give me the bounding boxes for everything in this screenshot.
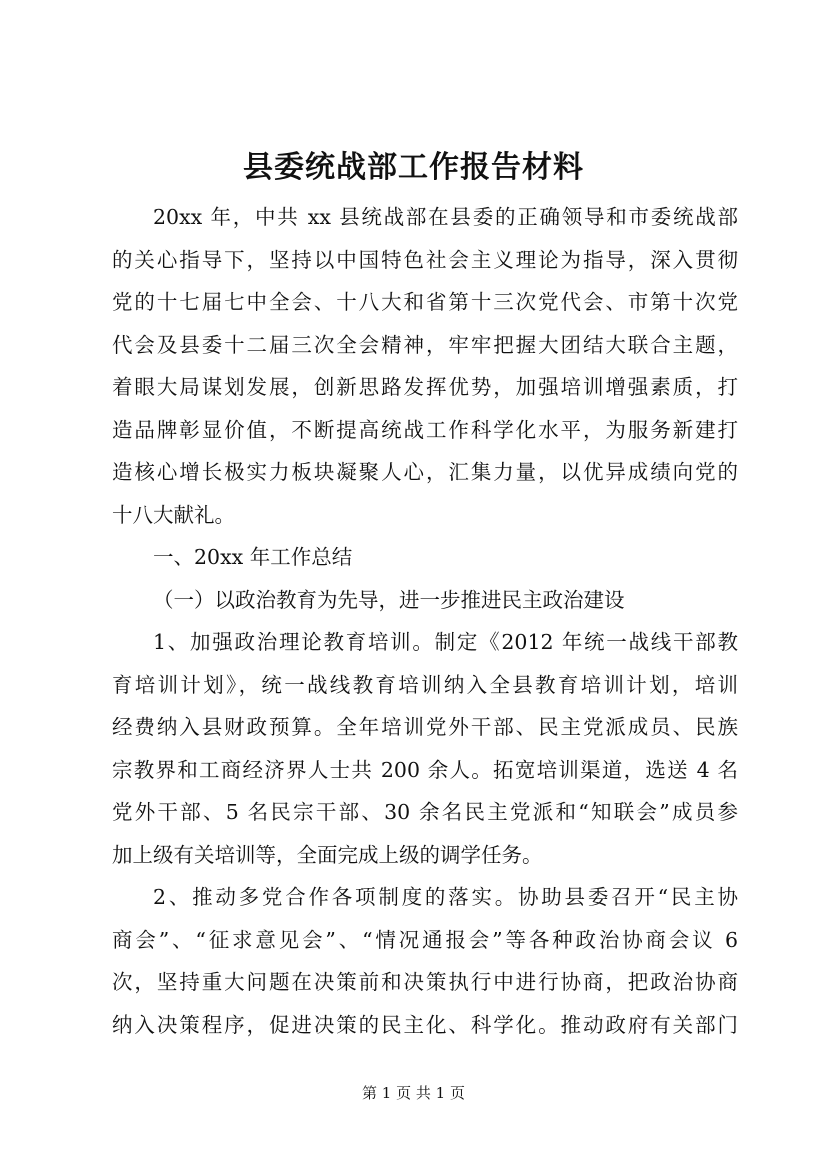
text-line: 商会”、“征求意见会”、“情况通报会”等各种政治协商会议 6 (112, 927, 738, 952)
text-line: 20xx 年，中共 xx 县统战部在县委的正确领导和市委统战部 (153, 205, 738, 229)
paragraph (112, 876, 738, 1046)
subsection-heading (112, 579, 738, 622)
document-title: 县委统战部工作报告材料 (243, 150, 584, 185)
text-line: （一）以政治教育为先导，进一步推进民主政治建设 (153, 587, 625, 612)
text-line: 着眼大局谋划发展，创新思路发挥优势，加强培训增强素质，打 (112, 375, 738, 399)
text-line: 一、20xx 年工作总结 (153, 545, 353, 569)
text-line: 纳入决策程序，促进决策的民主化、科学化。推动政府有关部门 (112, 1012, 738, 1037)
text-line: 十八大献礼。 (112, 502, 235, 527)
text-line: 宗教界和工商经济界人士共 200 余人。拓宽培训渠道，选送 4 名 (112, 757, 738, 782)
text-line: 代会及县委十二届三次全会精神，牢牢把握大团结大联合主题， (112, 332, 738, 357)
text-line: 造品牌彰显价值，不断提高统战工作科学化水平，为服务新建打 (112, 417, 738, 442)
text-line: 次，坚持重大问题在决策前和决策执行中进行协商，把政治协商 (112, 970, 738, 994)
section-heading (112, 536, 738, 579)
text-line: 党的十七届七中全会、十八大和省第十三次党代会、市第十次党 (112, 290, 738, 314)
page-footer: 第 1 页 共 1 页 (362, 1084, 465, 1102)
paragraph (112, 621, 738, 876)
document-body (112, 196, 738, 1046)
text-line: 经费纳入县财政预算。全年培训党外干部、民主党派成员、民族 (112, 715, 738, 739)
text-line: 育培训计划》，统一战线教育培训纳入全县教育培训计划，培训 (112, 672, 738, 697)
text-line: 2、推动多党合作各项制度的落实。协助县委召开“民主协 (153, 885, 738, 909)
text-line: 加上级有关培训等，全面完成上级的调学任务。 (112, 842, 543, 867)
paragraph (112, 196, 738, 536)
text-line: 造核心增长极实力板块凝聚人心，汇集力量，以优异成绩向党的 (112, 460, 738, 484)
text-line: 1、加强政治理论教育培训。制定《2012 年统一战线干部教 (153, 630, 738, 654)
text-line: 的关心指导下，坚持以中国特色社会主义理论为指导，深入贯彻 (112, 247, 738, 272)
text-line: 党外干部、5 名民宗干部、30 余名民主党派和“知联会”成员参 (112, 800, 738, 824)
